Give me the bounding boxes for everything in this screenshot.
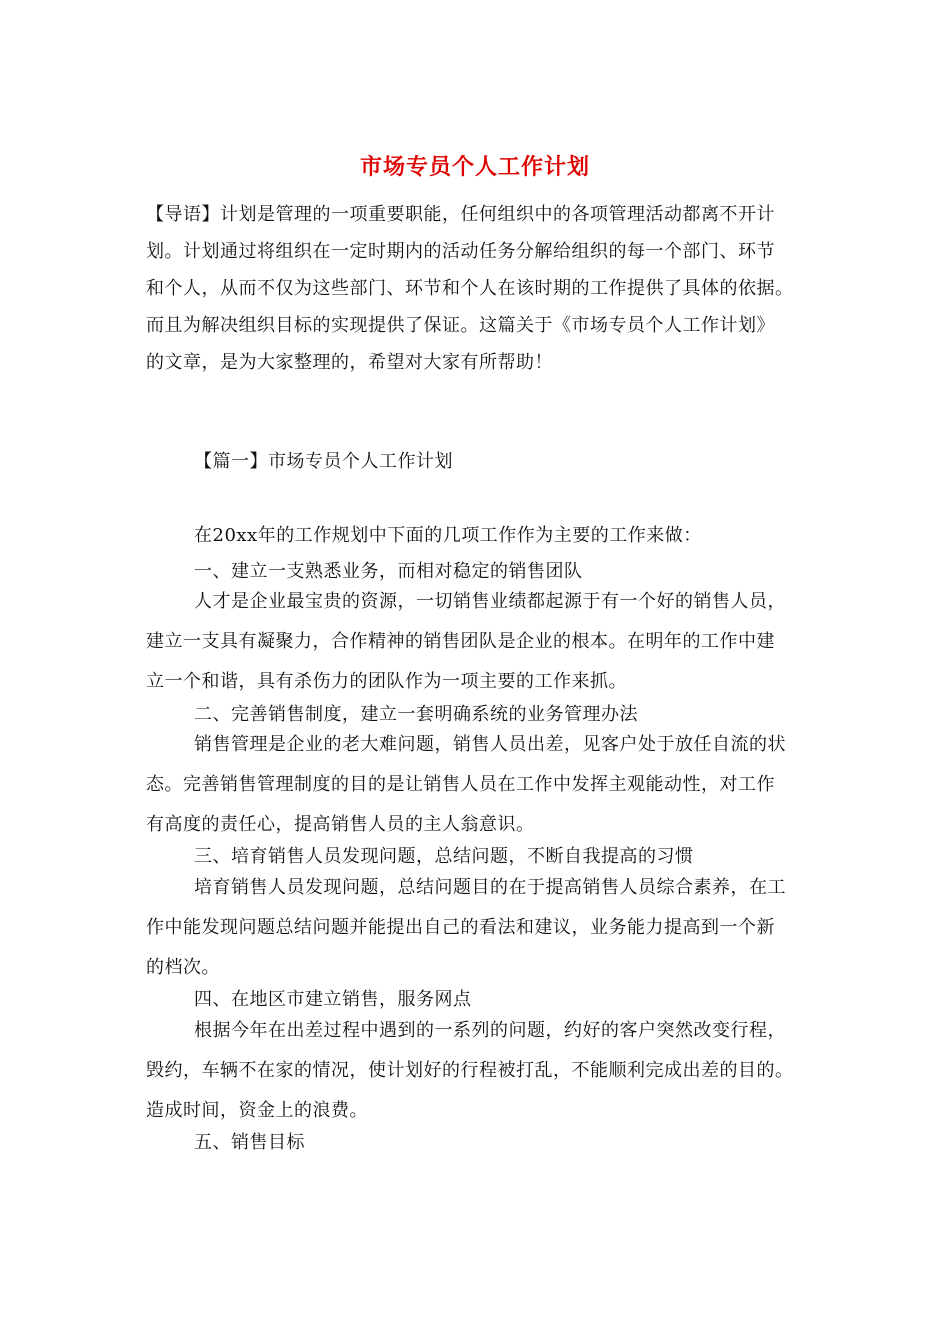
item-heading-4: 四、在地区市建立销售，服务网点 bbox=[194, 989, 472, 1010]
intro-paragraph bbox=[146, 196, 810, 381]
body-line: 造成时间，资金上的浪费。 bbox=[146, 1100, 368, 1121]
body-line: 销售管理是企业的老大难问题，销售人员出差，见客户处于放任自流的状 bbox=[194, 734, 786, 755]
item-body-4 bbox=[146, 1011, 810, 1131]
item-heading-1: 一、建立一支熟悉业务，而相对稳定的销售团队 bbox=[194, 561, 583, 582]
body-line: 根据今年在出差过程中遇到的一系列的问题，约好的客户突然改变行程， bbox=[194, 1020, 786, 1041]
body-line: 培育销售人员发现问题，总结问题目的在于提高销售人员综合素养，在工 bbox=[194, 877, 786, 898]
body-line: 毁约，车辆不在家的情况，使计划好的行程被打乱，不能顺利完成出差的目的。 bbox=[146, 1060, 794, 1081]
document-title: 市场专员个人工作计划 bbox=[359, 154, 590, 180]
body-line: 作中能发现问题总结问题并能提出自己的看法和建议，业务能力提高到一个新 bbox=[146, 917, 775, 938]
intro-line: 【导语】计划是管理的一项重要职能，任何组织中的各项管理活动都离不开计 bbox=[146, 204, 775, 225]
intro-line: 而且为解决组织目标的实现提供了保证。这篇关于《市场专员个人工作计划》 bbox=[146, 315, 775, 336]
body-line: 有高度的责任心，提高销售人员的主人翁意识。 bbox=[146, 814, 535, 835]
opening-line: 在20xx年的工作规划中下面的几项工作作为主要的工作来做： bbox=[194, 525, 702, 546]
body-line: 立一个和谐，具有杀伤力的团队作为一项主要的工作来抓。 bbox=[146, 671, 627, 692]
item-body-3 bbox=[146, 868, 810, 988]
item-heading-3: 三、培育销售人员发现问题，总结问题，不断自我提高的习惯 bbox=[194, 846, 694, 867]
body-line: 的档次。 bbox=[146, 957, 220, 978]
body-line: 建立一支具有凝聚力，合作精神的销售团队是企业的根本。在明年的工作中建 bbox=[146, 631, 775, 652]
intro-line: 和个人，从而不仅为这些部门、环节和个人在该时期的工作提供了具体的依据。 bbox=[146, 278, 794, 299]
intro-line: 的文章，是为大家整理的，希望对大家有所帮助！ bbox=[146, 352, 553, 373]
body-line: 态。完善销售管理制度的目的是让销售人员在工作中发挥主观能动性，对工作 bbox=[146, 774, 775, 795]
item-heading-5: 五、销售目标 bbox=[194, 1132, 305, 1153]
intro-line: 划。计划通过将组织在一定时期内的活动任务分解给组织的每一个部门、环节 bbox=[146, 241, 775, 262]
item-body-2 bbox=[146, 725, 810, 845]
body-line: 人才是企业最宝贵的资源，一切销售业绩都起源于有一个好的销售人员， bbox=[194, 591, 786, 612]
item-heading-2: 二、完善销售制度，建立一套明确系统的业务管理办法 bbox=[194, 704, 638, 725]
section-heading: 【篇一】市场专员个人工作计划 bbox=[194, 451, 453, 472]
item-body-1 bbox=[146, 582, 810, 702]
